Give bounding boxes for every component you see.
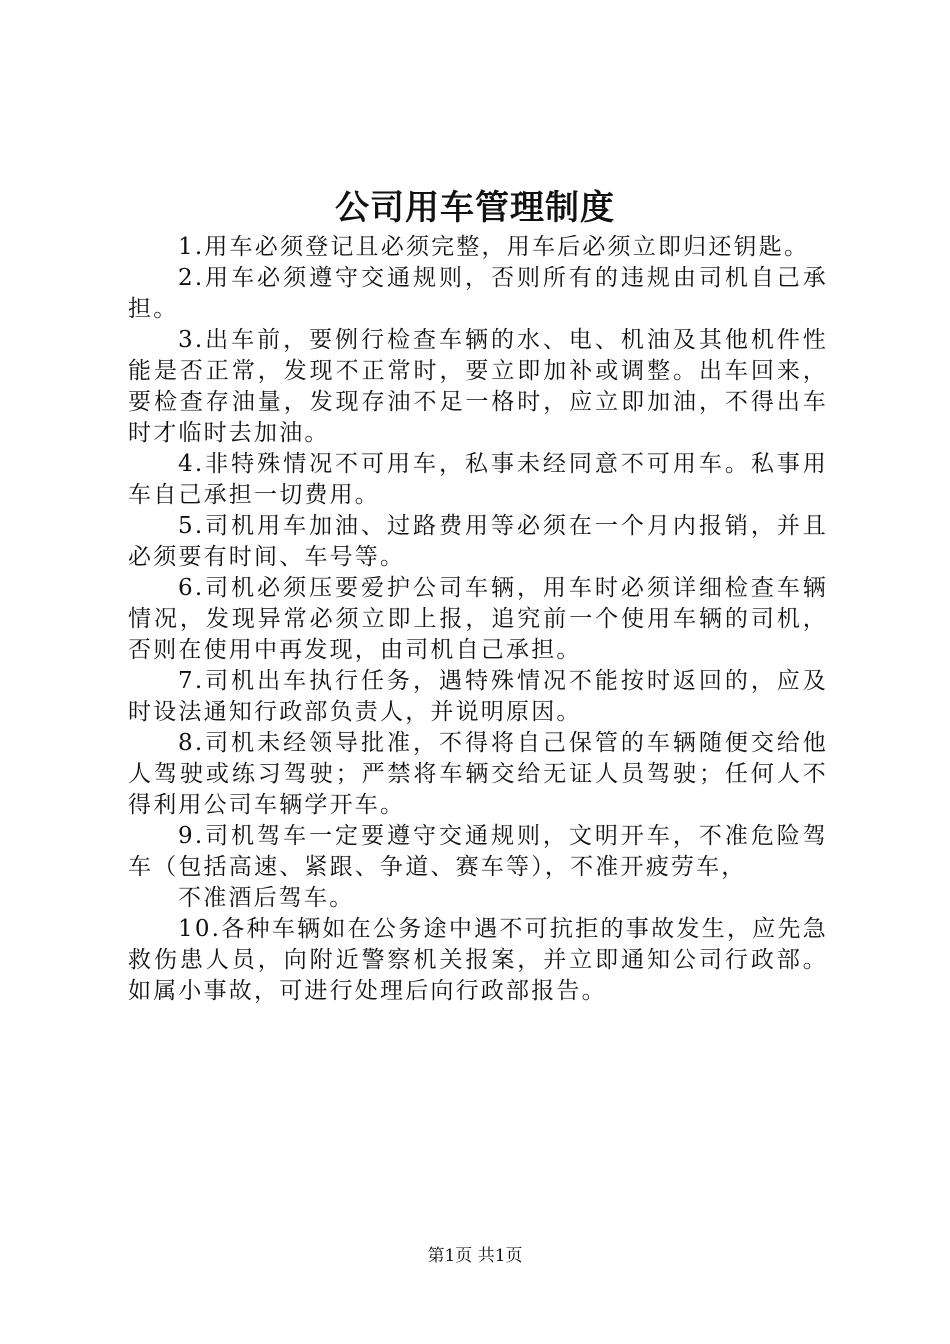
paragraph-5: 5.司机用车加油、过路费用等必须在一个月内报销，并且必须要有时间、车号等。 xyxy=(128,513,828,570)
paragraph-7: 7.司机出车执行任务，遇特殊情况不能按时返回的，应及时设法通知行政部负责人，并说明原因。 xyxy=(128,668,828,725)
page-number-footer: 第1页 共1页 xyxy=(427,1246,523,1266)
paragraph-6: 6.司机必须压要爱护公司车辆，用车时必须详细检查车辆情况，发现异常必须立即上报，追究前一个使用车辆的司机，否则在使用中再发现，由司机自己承担。 xyxy=(128,575,828,663)
document-body xyxy=(128,232,828,1007)
paragraph-3: 3.出车前，要例行检查车辆的水、电、机油及其他机件性能是否正常，发现不正常时，要立即加补或调整。出车回来，要检查存油量，发现存油不足一格时，应立即加油，不得出车时才临时去加油。 xyxy=(128,327,828,446)
paragraph-8: 8.司机未经领导批准，不得将自己保管的车辆随便交给他人驾驶或练习驾驶；严禁将车辆交给无证人员驾驶；任何人不得利用公司车辆学开车。 xyxy=(128,730,828,818)
page-title: 公司用车管理制度 xyxy=(335,188,615,228)
paragraph-10: 10.各种车辆如在公务途中遇不可抗拒的事故发生，应先急救伤患人员，向附近警察机关报案，并立即通知公司行政部。如属小事故，可进行处理后向行政部报告。 xyxy=(128,916,828,1004)
paragraph-9: 9.司机驾车一定要遵守交通规则，文明开车，不准危险驾车（包括高速、紧跟、争道、赛车等），不准开疲劳车， xyxy=(128,823,828,880)
paragraph-2: 2.用车必须遵守交通规则，否则所有的违规由司机自己承担。 xyxy=(128,265,828,322)
paragraph-1: 1.用车必须登记且必须完整，用车后必须立即归还钥匙。 xyxy=(178,234,810,260)
paragraph-9-continued: 不准酒后驾车。 xyxy=(178,885,355,911)
paragraph-4: 4.非特殊情况不可用车，私事未经同意不可用车。私事用车自己承担一切费用。 xyxy=(128,451,828,508)
